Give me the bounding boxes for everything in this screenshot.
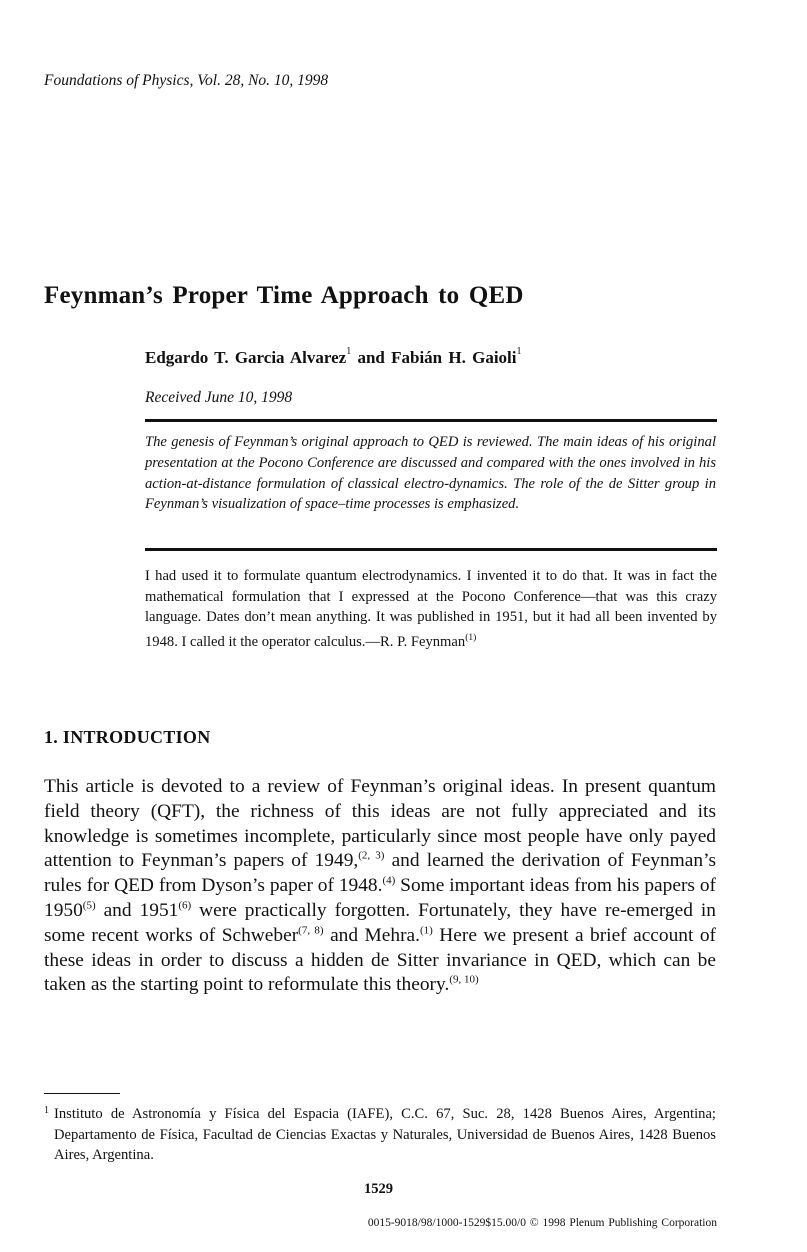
abstract-bottom-rule — [145, 548, 717, 551]
journal-citation: Foundations of Physics, Vol. 28, No. 10, 1998 — [44, 72, 329, 89]
page-number: 1529 — [364, 1181, 393, 1197]
author-1: Edgardo T. Garcia Alvarez — [145, 348, 347, 367]
affiliation-footnote — [44, 1104, 716, 1166]
intro-text: and Mehra. — [323, 924, 420, 946]
footnote-divider — [44, 1093, 120, 1094]
abstract-top-rule — [145, 419, 717, 422]
citation: (1) — [420, 924, 433, 937]
citation: (9, 10) — [449, 973, 479, 986]
intro-text: Some important ideas from his papers of 1950 — [44, 875, 716, 921]
intro-text: Here we present a brief account of these ideas in order to discuss a hidden de Sitter invariance in QED, which can be taken as the starting point to reformulate this theory. — [44, 924, 717, 996]
intro-text: and 1951 — [95, 899, 179, 921]
citation: (4) — [382, 874, 396, 887]
footnote-mark: 1 — [44, 1105, 49, 1116]
received-date: Received June 10, 1998 — [145, 389, 293, 406]
author-1-affiliation-mark: 1 — [346, 346, 352, 358]
author-2: Fabián H. Gaioli — [391, 348, 517, 367]
epigraph — [145, 566, 717, 652]
copyright-line: 0015-9018/98/1000-1529$15.00/0 © 1998 Plenum Publishing Corporation — [367, 1217, 717, 1229]
citation: (6) — [178, 899, 192, 912]
intro-text: and learned the derivation of Feynman’s rules for QED from Dyson’s paper of 1948. — [44, 850, 717, 897]
citation: (2, 3) — [358, 849, 385, 862]
epigraph-citation: (1) — [465, 632, 477, 643]
author-2-affiliation-mark: 1 — [516, 346, 522, 358]
epigraph-text: I had used it to formulate quantum electrodynamics. I invented it to do that. It was in fact the mathematical formulation that I expressed at the Pocono Conference—that was this crazy language. Dates don’t mean anything. It was published in 1951, but it had all been invented by 1948. I called it the operator calculus.—R. P. Feynman — [145, 568, 717, 650]
footnote-text: Instituto de Astronomía y Física del Espacia (IAFE), C.C. 67, Suc. 28, 1428 Buenos Aires, Argentina; Departamento de Física, Facultad de Ciencias Exactas y Naturales, Universidad de Buenos Aires, 1428 Buenos Aires, Argentina. — [54, 1106, 716, 1164]
citation: (5) — [82, 899, 96, 912]
introduction-paragraph — [44, 775, 716, 998]
author-conjunction: and — [351, 348, 392, 367]
paper-title: Feynman’s Proper Time Approach to QED — [44, 282, 524, 309]
abstract: The genesis of Feynman’s original approach to QED is reviewed. The main ideas of his original presentation at the Pocono Conference are discussed and compared with the ones involved in his action-at-distance formulation of classical electro-dynamics. The role of the de Sitter group in Feynman’s visualization of space–time processes is emphasized. — [145, 434, 716, 513]
section-heading: 1. INTRODUCTION — [44, 727, 211, 747]
intro-text: were practically forgotten. Fortunately, they have re-emerged in some recent works of Schweber — [44, 899, 716, 946]
author-line — [145, 348, 522, 368]
citation: (7, 8) — [298, 924, 324, 937]
intro-text: This article is devoted to a review of Feynman’s original ideas. In present quantum field theory (QFT), the richness of this ideas are not fully appreciated and its knowledge is sometimes incomplete, particularly since most people have only payed attention to Feynman’s papers of 1949, — [44, 776, 716, 872]
